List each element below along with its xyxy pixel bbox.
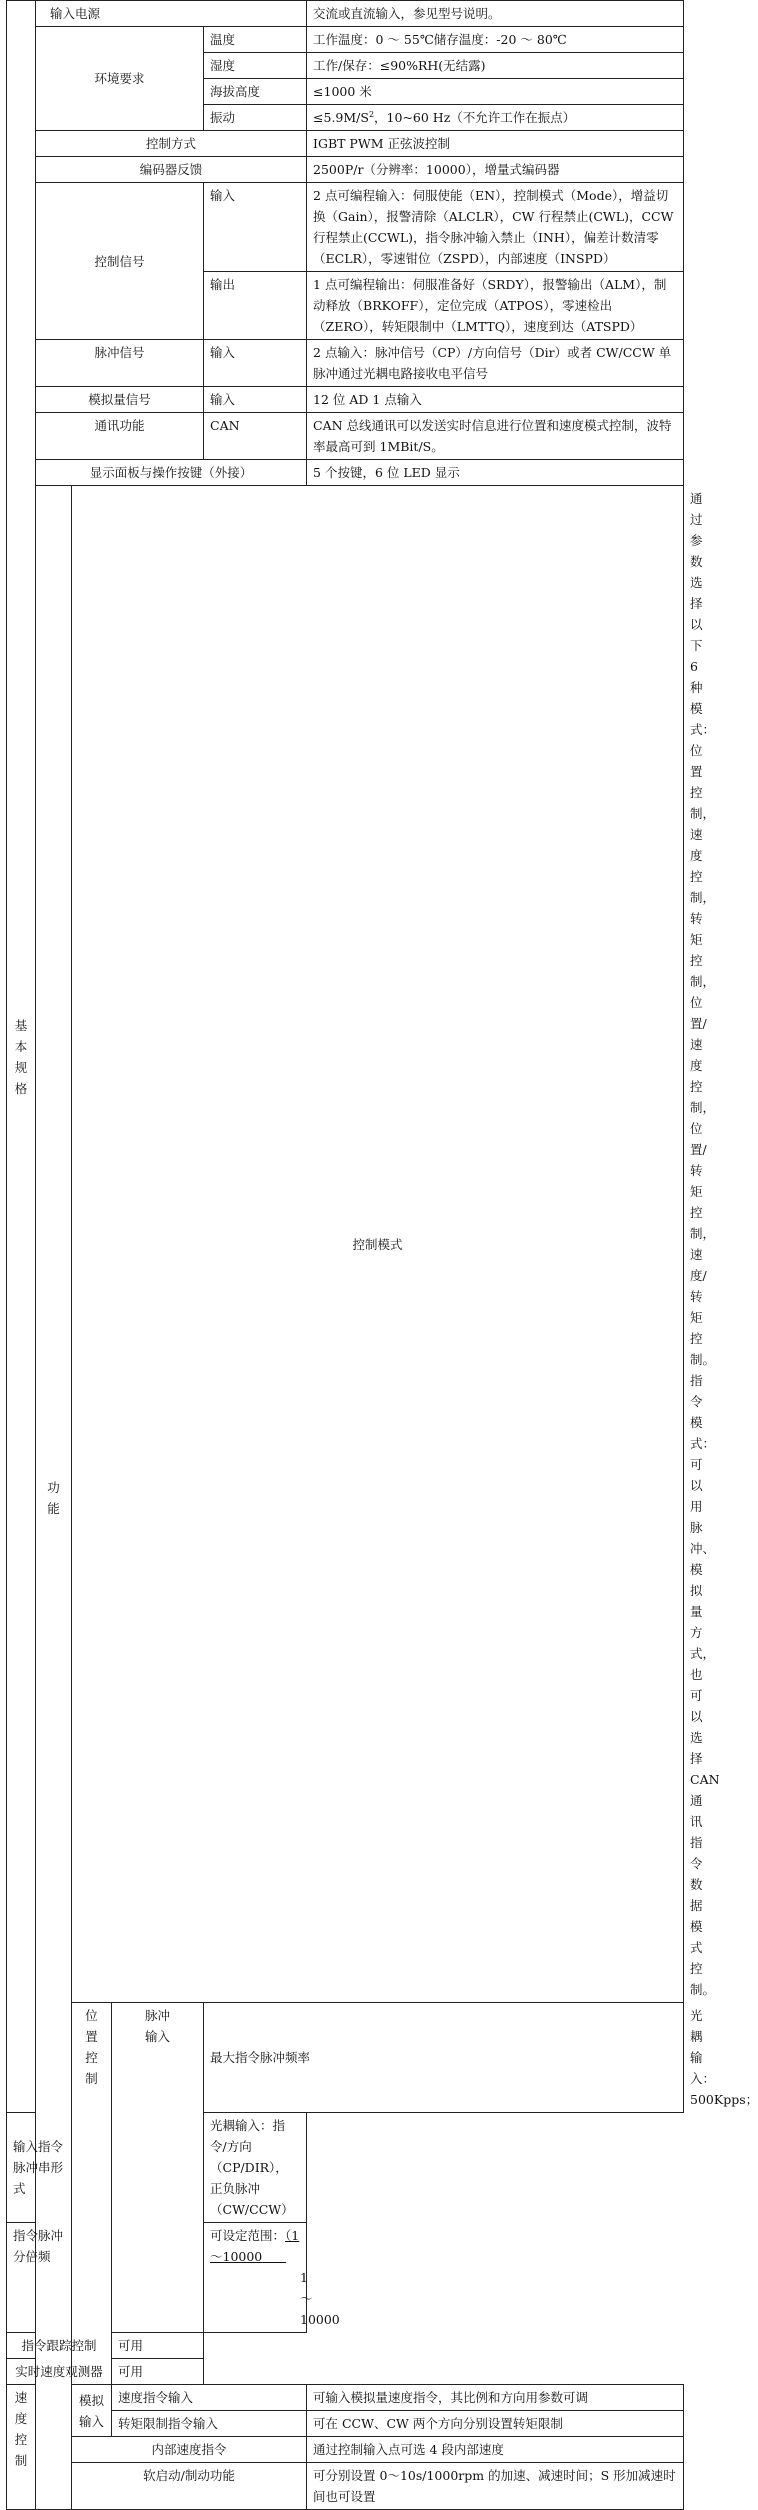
observer-label: 实时速度观测器 [7, 2359, 112, 2385]
env-humidity-value: 工作/保存：≤90%RH(无结露) [307, 53, 684, 79]
section-function-label: 功 能 [36, 486, 72, 2510]
env-altitude-value: ≤1000 米 [307, 79, 684, 105]
control-mode-label: 控制模式 [72, 486, 684, 2003]
torque-limit-label: 转矩限制指令输入 [112, 2411, 307, 2437]
divider-label: 指令脉冲分倍频 [7, 2223, 72, 2333]
max-freq-label: 最大指令脉冲频率 [204, 2003, 684, 2113]
section-basic-label: 基 本 规 格 [7, 1, 36, 2113]
divider-value: 可设定范围：（1～10000 1～10000 [204, 2223, 307, 2333]
input-power-label: 输入电源 [36, 1, 307, 27]
row-control-mode: 功 能 控制模式 通过参数选择以下 6 种模式：位置控制，速度控制，转矩控制，位置/速度控制，位置/转矩控制，速度/转矩控制。 指令模式：可以用脉冲、模拟量方式，也可以选择 CAN 通讯指令数据模式控制。 [7, 486, 684, 2003]
speed-cmd-label: 速度指令输入 [112, 2385, 307, 2411]
row-analog-signal [7, 387, 684, 413]
tracking-value: 可用 [112, 2333, 204, 2359]
input-power-value: 交流或直流输入，参见型号说明。 [307, 1, 684, 27]
display-value: 5 个按键，6 位 LED 显示 [307, 460, 684, 486]
control-signal-label: 控制信号 [36, 183, 204, 340]
observer-value: 可用 [112, 2359, 204, 2385]
speed-cmd-value: 可输入模拟量速度指令，其比例和方向用参数可调 [307, 2385, 684, 2411]
encoder-label: 编码器反馈 [36, 157, 307, 183]
row-max-freq: 位 置 控 制 脉冲 输入 最大指令脉冲频率 光耦输入：500Kpps； [7, 2003, 684, 2113]
pulse-form-value: 光耦输入：指令/方向（CP/DIR），正负脉冲（CW/CCW） [204, 2113, 307, 2223]
pulse-form-label: 输入指令脉冲串形式 [7, 2113, 72, 2223]
analog-signal-value: 12 位 AD 1 点输入 [307, 387, 684, 413]
row-tracking [7, 2333, 684, 2359]
spec-table [6, 0, 758, 2510]
env-temp-value: 工作温度：0 ～ 55℃储存温度：-20 ～ 80℃ [307, 27, 684, 53]
control-signal-input-label: 输入 [204, 183, 307, 272]
comm-value: CAN 总线通讯可以发送实时信息进行位置和速度模式控制，波特率最高可到 1MBit/S。 [307, 413, 684, 460]
display-label: 显示面板与操作按键（外接） [36, 460, 307, 486]
control-signal-input-value: 2 点可编程输入：伺服使能（EN），控制模式（Mode），增益切换（Gain），报警清除（ALCLR），CW 行程禁止(CWL)，CCW 行程禁止(CCWL)，指令脉冲输入禁止（INH），偏差计数清零（ECLR），零速钳位（ZSPD），内部速度（INSPD） [307, 183, 684, 272]
pulse-signal-sub: 输入 [204, 340, 307, 387]
torque-limit-value: 可在 CCW、CW 两个方向分别设置转矩限制 [307, 2411, 684, 2437]
internal-speed-value: 通过控制输入点可选 4 段内部速度 [307, 2437, 684, 2463]
comm-label: 通讯功能 [36, 413, 204, 460]
env-humidity-label: 湿度 [204, 53, 307, 79]
pulse-input-label: 脉冲 输入 [112, 2003, 204, 2333]
env-vibration-label: 振动 [204, 105, 307, 131]
tracking-label: 指令跟踪控制 [7, 2333, 112, 2359]
soft-start-label: 软启动/制动功能 [72, 2463, 307, 2510]
row-input-power [7, 1, 684, 27]
pulse-signal-label: 脉冲信号 [36, 340, 204, 387]
row-observer [7, 2359, 684, 2385]
pulse-signal-value: 2 点输入：脉冲信号（CP）/方向信号（Dir）或者 CW/CCW 单脉冲通过光耦电路接收电平信号 [307, 340, 684, 387]
comm-sub: CAN [204, 413, 307, 460]
row-encoder [7, 157, 684, 183]
row-pulse-signal [7, 340, 684, 387]
row-soft-start [7, 2463, 684, 2510]
control-signal-output-label: 输出 [204, 272, 307, 340]
env-label: 环境要求 [36, 27, 204, 131]
control-signal-output-value: 1 点可编程输出：伺服准备好（SRDY），报警输出（ALM），制动释放（BRKOFF），定位完成（ATPOS），零速检出（ZERO），转矩限制中（LMTTQ），速度到达（ATSPD） [307, 272, 684, 340]
row-comm [7, 413, 684, 460]
row-display [7, 460, 684, 486]
row-control-signal-input [7, 183, 684, 272]
env-vibration-value: $\le 5.9M/S^2$，10~60 Hz（不允许工作在振点） [307, 105, 684, 131]
analog-input-label: 模拟 输入 [72, 2385, 112, 2437]
control-method-label: 控制方式 [36, 131, 307, 157]
row-internal-speed [7, 2437, 684, 2463]
encoder-value: 2500P/r（分辨率：10000），增量式编码器 [307, 157, 684, 183]
env-altitude-label: 海拔高度 [204, 79, 307, 105]
row-control-method [7, 131, 684, 157]
row-env-temp [7, 27, 684, 53]
internal-speed-label: 内部速度指令 [72, 2437, 307, 2463]
soft-start-value: 可分别设置 0～10s/1000rpm 的加速、减速时间；S 形加减速时间也可设置 [307, 2463, 684, 2510]
analog-signal-label: 模拟量信号 [36, 387, 204, 413]
control-method-value: IGBT PWM 正弦波控制 [307, 131, 684, 157]
analog-signal-sub: 输入 [204, 387, 307, 413]
row-speed-cmd [7, 2385, 684, 2411]
speed-control-label: 速 度 控 制 [7, 2385, 36, 2510]
position-control-label: 位 置 控 制 [72, 2003, 112, 2385]
env-temp-label: 温度 [204, 27, 307, 53]
